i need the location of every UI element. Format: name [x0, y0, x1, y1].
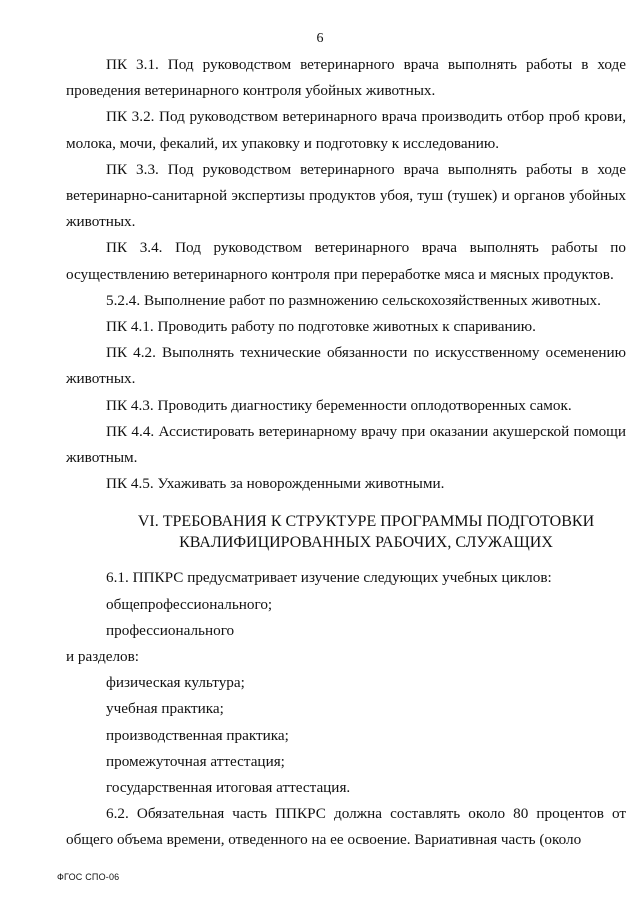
- and-sections-label: и разделов:: [66, 648, 140, 666]
- section-title-line-1: VI. ТРЕБОВАНИЯ К СТРУКТУРЕ ПРОГРАММЫ ПОДГОТОВКИ: [137, 513, 595, 531]
- section-item: учебная практика;: [106, 700, 224, 718]
- page-number: 6: [316, 31, 324, 46]
- paragraph-pk-3-1: ПК 3.1. Под руководством ветеринарного врача выполнять работы в ходе проведения ветеринарного контроля убойных животных.: [66, 56, 626, 100]
- paragraph-pk-4-5: ПК 4.5. Ухаживать за новорожденными животными.: [106, 475, 445, 493]
- section-item: физическая культура;: [106, 674, 245, 692]
- paragraph-pk-4-1: ПК 4.1. Проводить работу по подготовке животных к спариванию.: [106, 318, 536, 336]
- paragraph-pk-4-3: ПК 4.3. Проводить диагностику беременности оплодотворенных самок.: [106, 396, 572, 414]
- document-body: [66, 52, 626, 854]
- paragraph-6-2: 6.2. Обязательная часть ППКРС должна составлять около 80 процентов от общего объема времени, отведенного на ее освоение. Вариативная часть (около: [66, 805, 626, 849]
- section-item: производственная практика;: [106, 726, 289, 744]
- paragraph-6-1: 6.1. ППКРС предусматривает изучение следующих учебных циклов:: [106, 569, 552, 587]
- footer-standard-code: ФГОС СПО-06: [57, 872, 120, 882]
- paragraph-pk-3-2: ПК 3.2. Под руководством ветеринарного врача производить отбор проб крови, молока, мочи, фекалий, их упаковку и подготовку к исследованию.: [66, 108, 626, 152]
- section-item: промежуточная аттестация;: [106, 752, 285, 770]
- cycle-item: профессионального: [106, 621, 235, 639]
- paragraph-pk-3-3: ПК 3.3. Под руководством ветеринарного врача выполнять работы в ходе ветеринарно-санитарной экспертизы продуктов убоя, туш (тушек) и органов убойных животных.: [66, 160, 626, 231]
- section-title-line-2: КВАЛИФИЦИРОВАННЫХ РАБОЧИХ, СЛУЖАЩИХ: [179, 534, 553, 552]
- paragraph-pk-4-4: ПК 4.4. Ассистировать ветеринарному врачу при оказании акушерской помощи животным.: [66, 422, 626, 467]
- section-title: [66, 511, 626, 553]
- paragraph-pk-3-4: ПК 3.4. Под руководством ветеринарного врача выполнять работы по осуществлению ветеринарного контроля при переработке мяса и мясных продуктов.: [66, 239, 626, 283]
- cycle-item: общепрофессионального;: [106, 595, 273, 613]
- section-item: государственная итоговая аттестация.: [106, 779, 351, 797]
- paragraph-pk-4-2: ПК 4.2. Выполнять технические обязанности по искусственному осеменению животных.: [66, 344, 626, 388]
- paragraph-5-2-4: 5.2.4. Выполнение работ по размножению сельскохозяйственных животных.: [106, 291, 601, 309]
